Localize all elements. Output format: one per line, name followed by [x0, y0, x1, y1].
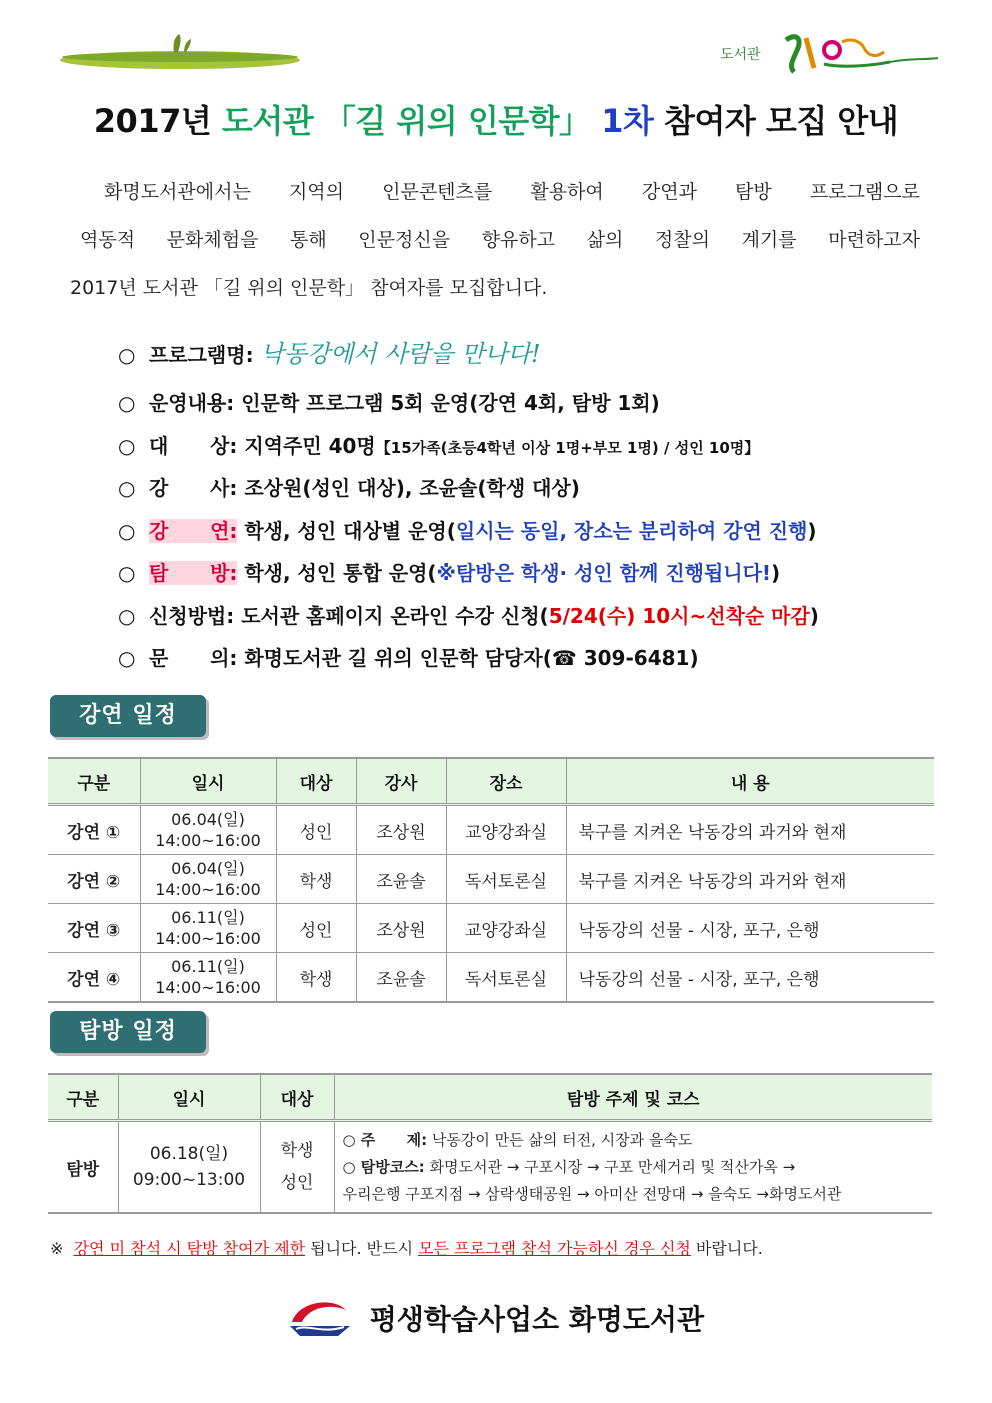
info-list [118, 332, 958, 680]
table-row [48, 904, 934, 953]
lecture-note: 일시는 동일, 장소는 분리하여 강연 진행 [455, 518, 808, 543]
inquiry-label: 문 의: [148, 646, 238, 670]
cell-target: 학생 [276, 953, 356, 1003]
cell-content: 북구를 지켜온 낙동강의 과거와 현재 [566, 805, 934, 855]
col-header: 대상 [260, 1074, 334, 1121]
cell-datetime [140, 855, 276, 904]
target-detail: 【15가족(초등4학년 이상 1명+부모 1명) / 성인 10명】 [375, 438, 760, 457]
lecturer-label: 강 사: [148, 476, 238, 500]
cell-lecturer: 조상원 [356, 805, 446, 855]
tour-label: 탐 방: [148, 561, 238, 585]
title-library: 도서관 [221, 102, 314, 140]
item-tour [118, 552, 958, 595]
cell-time: 14:00~16:00 [155, 880, 261, 899]
apply-value: 도서관 홈페이지 온라인 수강 신청( [241, 603, 549, 628]
cell-time: 09:00~13:00 [132, 1170, 246, 1190]
title-program: 「길 위의 인문학」 [323, 102, 591, 140]
cell-datetime [140, 805, 276, 855]
title-round: 1차 [601, 102, 654, 140]
cell-datetime [140, 904, 276, 953]
tour-schedule-badge: 탐방 일정 [50, 1011, 206, 1053]
bullet-icon: ○ [118, 343, 136, 367]
cell-name: 강연 ① [48, 805, 140, 855]
target-label: 대 상: [148, 433, 238, 458]
cell-target: 학생 [276, 855, 356, 904]
program-value: 낙동강에서 사람을 만나다! [260, 340, 541, 368]
tour-close: ) [771, 561, 781, 585]
col-header: 장소 [446, 758, 566, 805]
cell-target: 성인 [276, 805, 356, 855]
lecture-value: 학생, 성인 대상별 운영( [244, 518, 456, 543]
cell-date: 06.04(일) [171, 810, 245, 829]
title-year: 2017년 [93, 102, 212, 140]
target-student: 학생 [280, 1141, 314, 1161]
lecture-schedule-table [48, 757, 934, 1003]
lecture-close: ) [807, 518, 817, 543]
apply-deadline: 5/24(수) 10시~선착순 마감 [548, 603, 810, 628]
table-row [48, 953, 934, 1003]
table-header-row [48, 1074, 932, 1121]
notice-mark: ※ [50, 1239, 64, 1258]
col-header: 강사 [356, 758, 446, 805]
tour-schedule-table [48, 1073, 932, 1214]
brand-label: 도서관 [720, 47, 761, 63]
item-program-name [118, 332, 958, 382]
apply-close: ) [809, 603, 819, 628]
notice-part-2: 됩니다. 반드시 [310, 1239, 414, 1258]
phone-icon: ☎ [551, 646, 577, 670]
tour-note: ※탐방은 학생· 성인 함께 진행됩니다! [436, 561, 772, 585]
table-row [48, 1121, 932, 1214]
cell-datetime [140, 953, 276, 1003]
course-value: 화명도서관 → 구포시장 → 구포 만세거리 및 적산가옥 → [429, 1157, 796, 1176]
cell-target [260, 1121, 334, 1214]
table-row [48, 855, 934, 904]
cell-place: 교양강좌실 [446, 904, 566, 953]
lecturer-value: 조상원(성인 대상), 조윤솔(학생 대상) [244, 476, 580, 500]
cell-place: 교양강좌실 [446, 805, 566, 855]
target-value: 지역주민 40명 [244, 433, 376, 458]
footer-org-name: 평생학습사업소 화명도서관 [369, 1303, 705, 1336]
bullet-icon: ○ [118, 476, 136, 500]
cell-date: 06.04(일) [171, 859, 245, 878]
cell-place: 독서토론실 [446, 953, 566, 1003]
cell-place: 독서토론실 [446, 855, 566, 904]
cell-datetime [118, 1121, 260, 1214]
cell-name: 강연 ④ [48, 953, 140, 1003]
col-header: 대상 [276, 758, 356, 805]
cell-lecturer: 조윤솔 [356, 855, 446, 904]
table-row [48, 805, 934, 855]
cell-content: 낙동강의 선물 - 시장, 포구, 은행 [566, 904, 934, 953]
col-header: 구분 [48, 758, 140, 805]
col-header: 일시 [140, 758, 276, 805]
notice [50, 1236, 763, 1259]
item-apply [118, 595, 958, 638]
bullet-icon: ○ [118, 603, 136, 628]
cell-content: 낙동강의 선물 - 시장, 포구, 은행 [566, 953, 934, 1003]
cell-name: 탐방 [48, 1121, 118, 1214]
cell-time: 14:00~16:00 [155, 929, 261, 948]
item-inquiry [118, 637, 958, 680]
bullet-icon: ○ [118, 561, 136, 585]
col-header: 일시 [118, 1074, 260, 1121]
library-emblem-icon [288, 1296, 352, 1340]
lecture-label: 강 연: [148, 518, 238, 543]
cell-content: 북구를 지켜온 낙동강의 과거와 현재 [566, 855, 934, 904]
program-label: 프로그램명: [148, 343, 254, 367]
col-header: 구분 [48, 1074, 118, 1121]
item-target [118, 425, 958, 468]
intro-line-3: 2017년 도서관 「길 위의 인문학」 참여자를 모집합니다. [70, 277, 548, 299]
cell-name: 강연 ③ [48, 904, 140, 953]
item-lecturer [118, 467, 958, 510]
cell-target: 성인 [276, 904, 356, 953]
cell-date: 06.11(일) [171, 957, 245, 976]
cell-lecturer: 조상원 [356, 904, 446, 953]
cell-time: 14:00~16:00 [155, 831, 261, 850]
cell-name: 강연 ② [48, 855, 140, 904]
intro-paragraph [70, 168, 920, 312]
bullet-icon: ○ [118, 433, 136, 458]
tour-value: 학생, 성인 통합 운영( [244, 561, 437, 585]
theme-value: 낙동강이 만든 삶의 터전, 시장과 을숙도 [431, 1130, 693, 1149]
content-value: 인문학 프로그램 5회 운영(강연 4회, 탐방 1회) [241, 391, 660, 415]
footer [0, 1296, 992, 1340]
inquiry-phone: 309-6481) [576, 646, 699, 670]
item-lecture [118, 510, 958, 553]
intro-line-1: 화명도서관에서는 지역의 인문콘텐츠를 활용하여 강연과 탐방 프로그램으로 [104, 181, 920, 203]
cell-date: 06.18(일) [149, 1144, 229, 1164]
content-label: 운영내용: [148, 391, 235, 415]
brand-logo [720, 28, 940, 78]
cell-course [334, 1121, 932, 1214]
apply-label: 신청방법: [148, 603, 235, 628]
road-logo-icon [780, 28, 940, 78]
cell-date: 06.11(일) [171, 908, 245, 927]
table-header-row [48, 758, 934, 805]
inquiry-value: 화명도서관 길 위의 인문학 담당자( [244, 646, 552, 670]
notice-part-4: 바랍니다. [695, 1239, 763, 1258]
theme-label: ○ 주 제: [342, 1130, 428, 1149]
notice-part-1: 강연 미 참석 시 탐방 참여가 제한 [73, 1239, 306, 1258]
lecture-schedule-badge: 강연 일정 [50, 695, 206, 737]
grass-decoration-icon [58, 30, 303, 74]
cell-lecturer: 조윤솔 [356, 953, 446, 1003]
col-header: 내 용 [566, 758, 934, 805]
col-header: 탐방 주제 및 코스 [334, 1074, 932, 1121]
notice-part-3: 모든 프로그램 참석 가능하신 경우 신청 [418, 1239, 691, 1258]
course-value-2: 우리은행 구포지점 → 삼락생태공원 → 아미산 전망대 → 을숙도 →화명도서관 [342, 1184, 842, 1203]
bullet-icon: ○ [118, 518, 136, 543]
cell-time: 14:00~16:00 [155, 978, 261, 997]
item-content [118, 382, 958, 425]
target-adult: 성인 [280, 1173, 314, 1193]
course-label: ○ 탐방코스: [342, 1157, 425, 1176]
bullet-icon: ○ [118, 391, 136, 415]
page-title [0, 96, 992, 142]
intro-line-2: 역동적 문화체험을 통해 인문정신을 향유하고 삶의 정찰의 계기를 마련하고자 [80, 229, 920, 251]
title-suffix: 참여자 모집 안내 [664, 102, 899, 140]
bullet-icon: ○ [118, 646, 136, 670]
